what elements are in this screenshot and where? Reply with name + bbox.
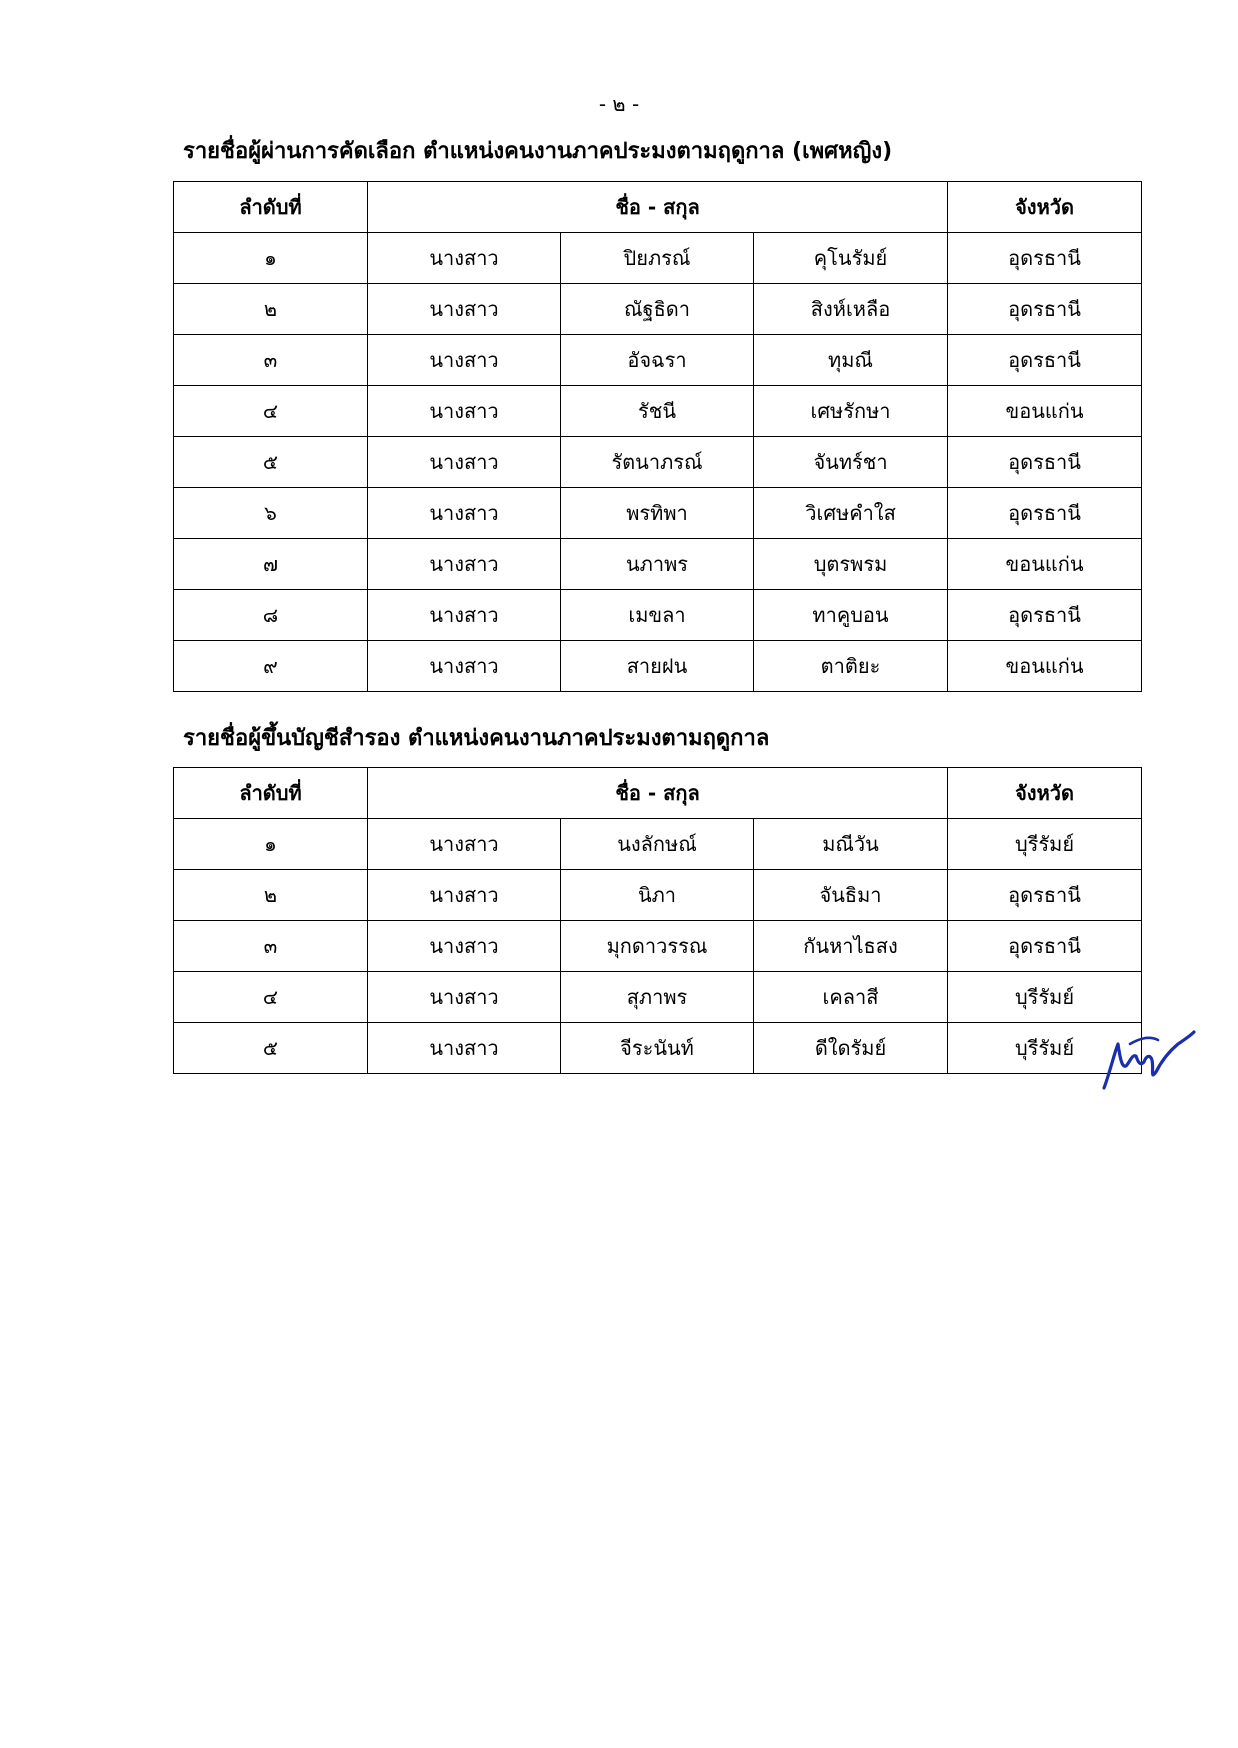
table-row xyxy=(174,284,1142,335)
cell-order: ๘ xyxy=(174,590,368,641)
cell-last-name: ทาคูบอน xyxy=(754,590,948,641)
cell-name-title: นางสาว xyxy=(368,335,561,386)
cell-name-title: นางสาว xyxy=(368,972,561,1023)
cell-name-title: นางสาว xyxy=(368,437,561,488)
cell-province: อุดรธานี xyxy=(948,921,1142,972)
cell-name-title: นางสาว xyxy=(368,819,561,870)
table-row xyxy=(174,972,1142,1023)
cell-province: อุดรธานี xyxy=(948,284,1142,335)
cell-order: ๖ xyxy=(174,488,368,539)
column-header-name: ชื่อ - สกุล xyxy=(368,768,948,819)
table-row xyxy=(174,641,1142,692)
table-row xyxy=(174,590,1142,641)
cell-first-name: ปิยภรณ์ xyxy=(561,233,754,284)
cell-first-name: สุภาพร xyxy=(561,972,754,1023)
cell-province: อุดรธานี xyxy=(948,488,1142,539)
cell-order: ๑ xyxy=(174,233,368,284)
cell-last-name: จันธิมา xyxy=(754,870,948,921)
table-header-row xyxy=(174,768,1142,819)
column-header-province: จังหวัด xyxy=(948,768,1142,819)
cell-province: อุดรธานี xyxy=(948,870,1142,921)
cell-name-title: นางสาว xyxy=(368,1023,561,1074)
cell-province: อุดรธานี xyxy=(948,590,1142,641)
cell-first-name: มุกดาวรรณ xyxy=(561,921,754,972)
cell-province: ขอนแก่น xyxy=(948,641,1142,692)
table-row xyxy=(174,539,1142,590)
cell-last-name: สิงห์เหลือ xyxy=(754,284,948,335)
cell-last-name: จันทร์ชา xyxy=(754,437,948,488)
signature-icon xyxy=(1100,1014,1196,1090)
cell-order: ๓ xyxy=(174,335,368,386)
column-header-order: ลำดับที่ xyxy=(174,768,368,819)
cell-last-name: มณีวัน xyxy=(754,819,948,870)
cell-last-name: ตาติยะ xyxy=(754,641,948,692)
column-header-province: จังหวัด xyxy=(948,182,1142,233)
cell-province: บุรีรัมย์ xyxy=(948,972,1142,1023)
cell-first-name: จีระนันท์ xyxy=(561,1023,754,1074)
cell-first-name: นภาพร xyxy=(561,539,754,590)
table-row xyxy=(174,335,1142,386)
table-header-row xyxy=(174,182,1142,233)
column-header-order: ลำดับที่ xyxy=(174,182,368,233)
cell-order: ๙ xyxy=(174,641,368,692)
selected-candidates-table xyxy=(173,181,1142,692)
cell-first-name: ณัฐธิดา xyxy=(561,284,754,335)
cell-last-name: ทุมณี xyxy=(754,335,948,386)
cell-order: ๒ xyxy=(174,284,368,335)
cell-order: ๔ xyxy=(174,972,368,1023)
cell-last-name: เคลาสี xyxy=(754,972,948,1023)
table-row xyxy=(174,437,1142,488)
cell-order: ๕ xyxy=(174,437,368,488)
table-row xyxy=(174,233,1142,284)
cell-first-name: นงลักษณ์ xyxy=(561,819,754,870)
cell-name-title: นางสาว xyxy=(368,284,561,335)
cell-name-title: นางสาว xyxy=(368,539,561,590)
cell-province: บุรีรัมย์ xyxy=(948,1023,1142,1074)
cell-first-name: รัชนี xyxy=(561,386,754,437)
cell-first-name: รัตนาภรณ์ xyxy=(561,437,754,488)
cell-last-name: ดีใดรัมย์ xyxy=(754,1023,948,1074)
cell-province: ขอนแก่น xyxy=(948,539,1142,590)
cell-first-name: เมขลา xyxy=(561,590,754,641)
cell-order: ๕ xyxy=(174,1023,368,1074)
table-row xyxy=(174,488,1142,539)
cell-order: ๒ xyxy=(174,870,368,921)
cell-first-name: นิภา xyxy=(561,870,754,921)
cell-last-name: คุโนรัมย์ xyxy=(754,233,948,284)
cell-province: บุรีรัมย์ xyxy=(948,819,1142,870)
cell-last-name: วิเศษคำใส xyxy=(754,488,948,539)
cell-name-title: นางสาว xyxy=(368,921,561,972)
cell-name-title: นางสาว xyxy=(368,590,561,641)
cell-name-title: นางสาว xyxy=(368,641,561,692)
cell-last-name: บุตรพรม xyxy=(754,539,948,590)
cell-order: ๔ xyxy=(174,386,368,437)
cell-order: ๗ xyxy=(174,539,368,590)
cell-last-name: กันหาไธสง xyxy=(754,921,948,972)
section-title-selected: รายชื่อผู้ผ่านการคัดเลือก ตำแหน่งคนงานภาคประมงตามฤดูกาล (เพศหญิง) xyxy=(183,139,893,164)
cell-last-name: เศษรักษา xyxy=(754,386,948,437)
column-header-name: ชื่อ - สกุล xyxy=(368,182,948,233)
cell-province: อุดรธานี xyxy=(948,437,1142,488)
cell-first-name: สายฝน xyxy=(561,641,754,692)
cell-province: อุดรธานี xyxy=(948,335,1142,386)
section-title-reserve: รายชื่อผู้ขึ้นบัญชีสำรอง ตำแหน่งคนงานภาคประมงตามฤดูกาล xyxy=(183,726,770,751)
cell-order: ๓ xyxy=(174,921,368,972)
cell-province: อุดรธานี xyxy=(948,233,1142,284)
cell-order: ๑ xyxy=(174,819,368,870)
cell-name-title: นางสาว xyxy=(368,488,561,539)
cell-name-title: นางสาว xyxy=(368,233,561,284)
table-row xyxy=(174,870,1142,921)
cell-name-title: นางสาว xyxy=(368,386,561,437)
table-row xyxy=(174,386,1142,437)
cell-first-name: อัจฉรา xyxy=(561,335,754,386)
cell-province: ขอนแก่น xyxy=(948,386,1142,437)
table-row xyxy=(174,921,1142,972)
cell-first-name: พรทิพา xyxy=(561,488,754,539)
page-number: - ๒ - xyxy=(598,92,640,116)
table-row xyxy=(174,1023,1142,1074)
reserve-list-table xyxy=(173,767,1142,1074)
table-row xyxy=(174,819,1142,870)
cell-name-title: นางสาว xyxy=(368,870,561,921)
